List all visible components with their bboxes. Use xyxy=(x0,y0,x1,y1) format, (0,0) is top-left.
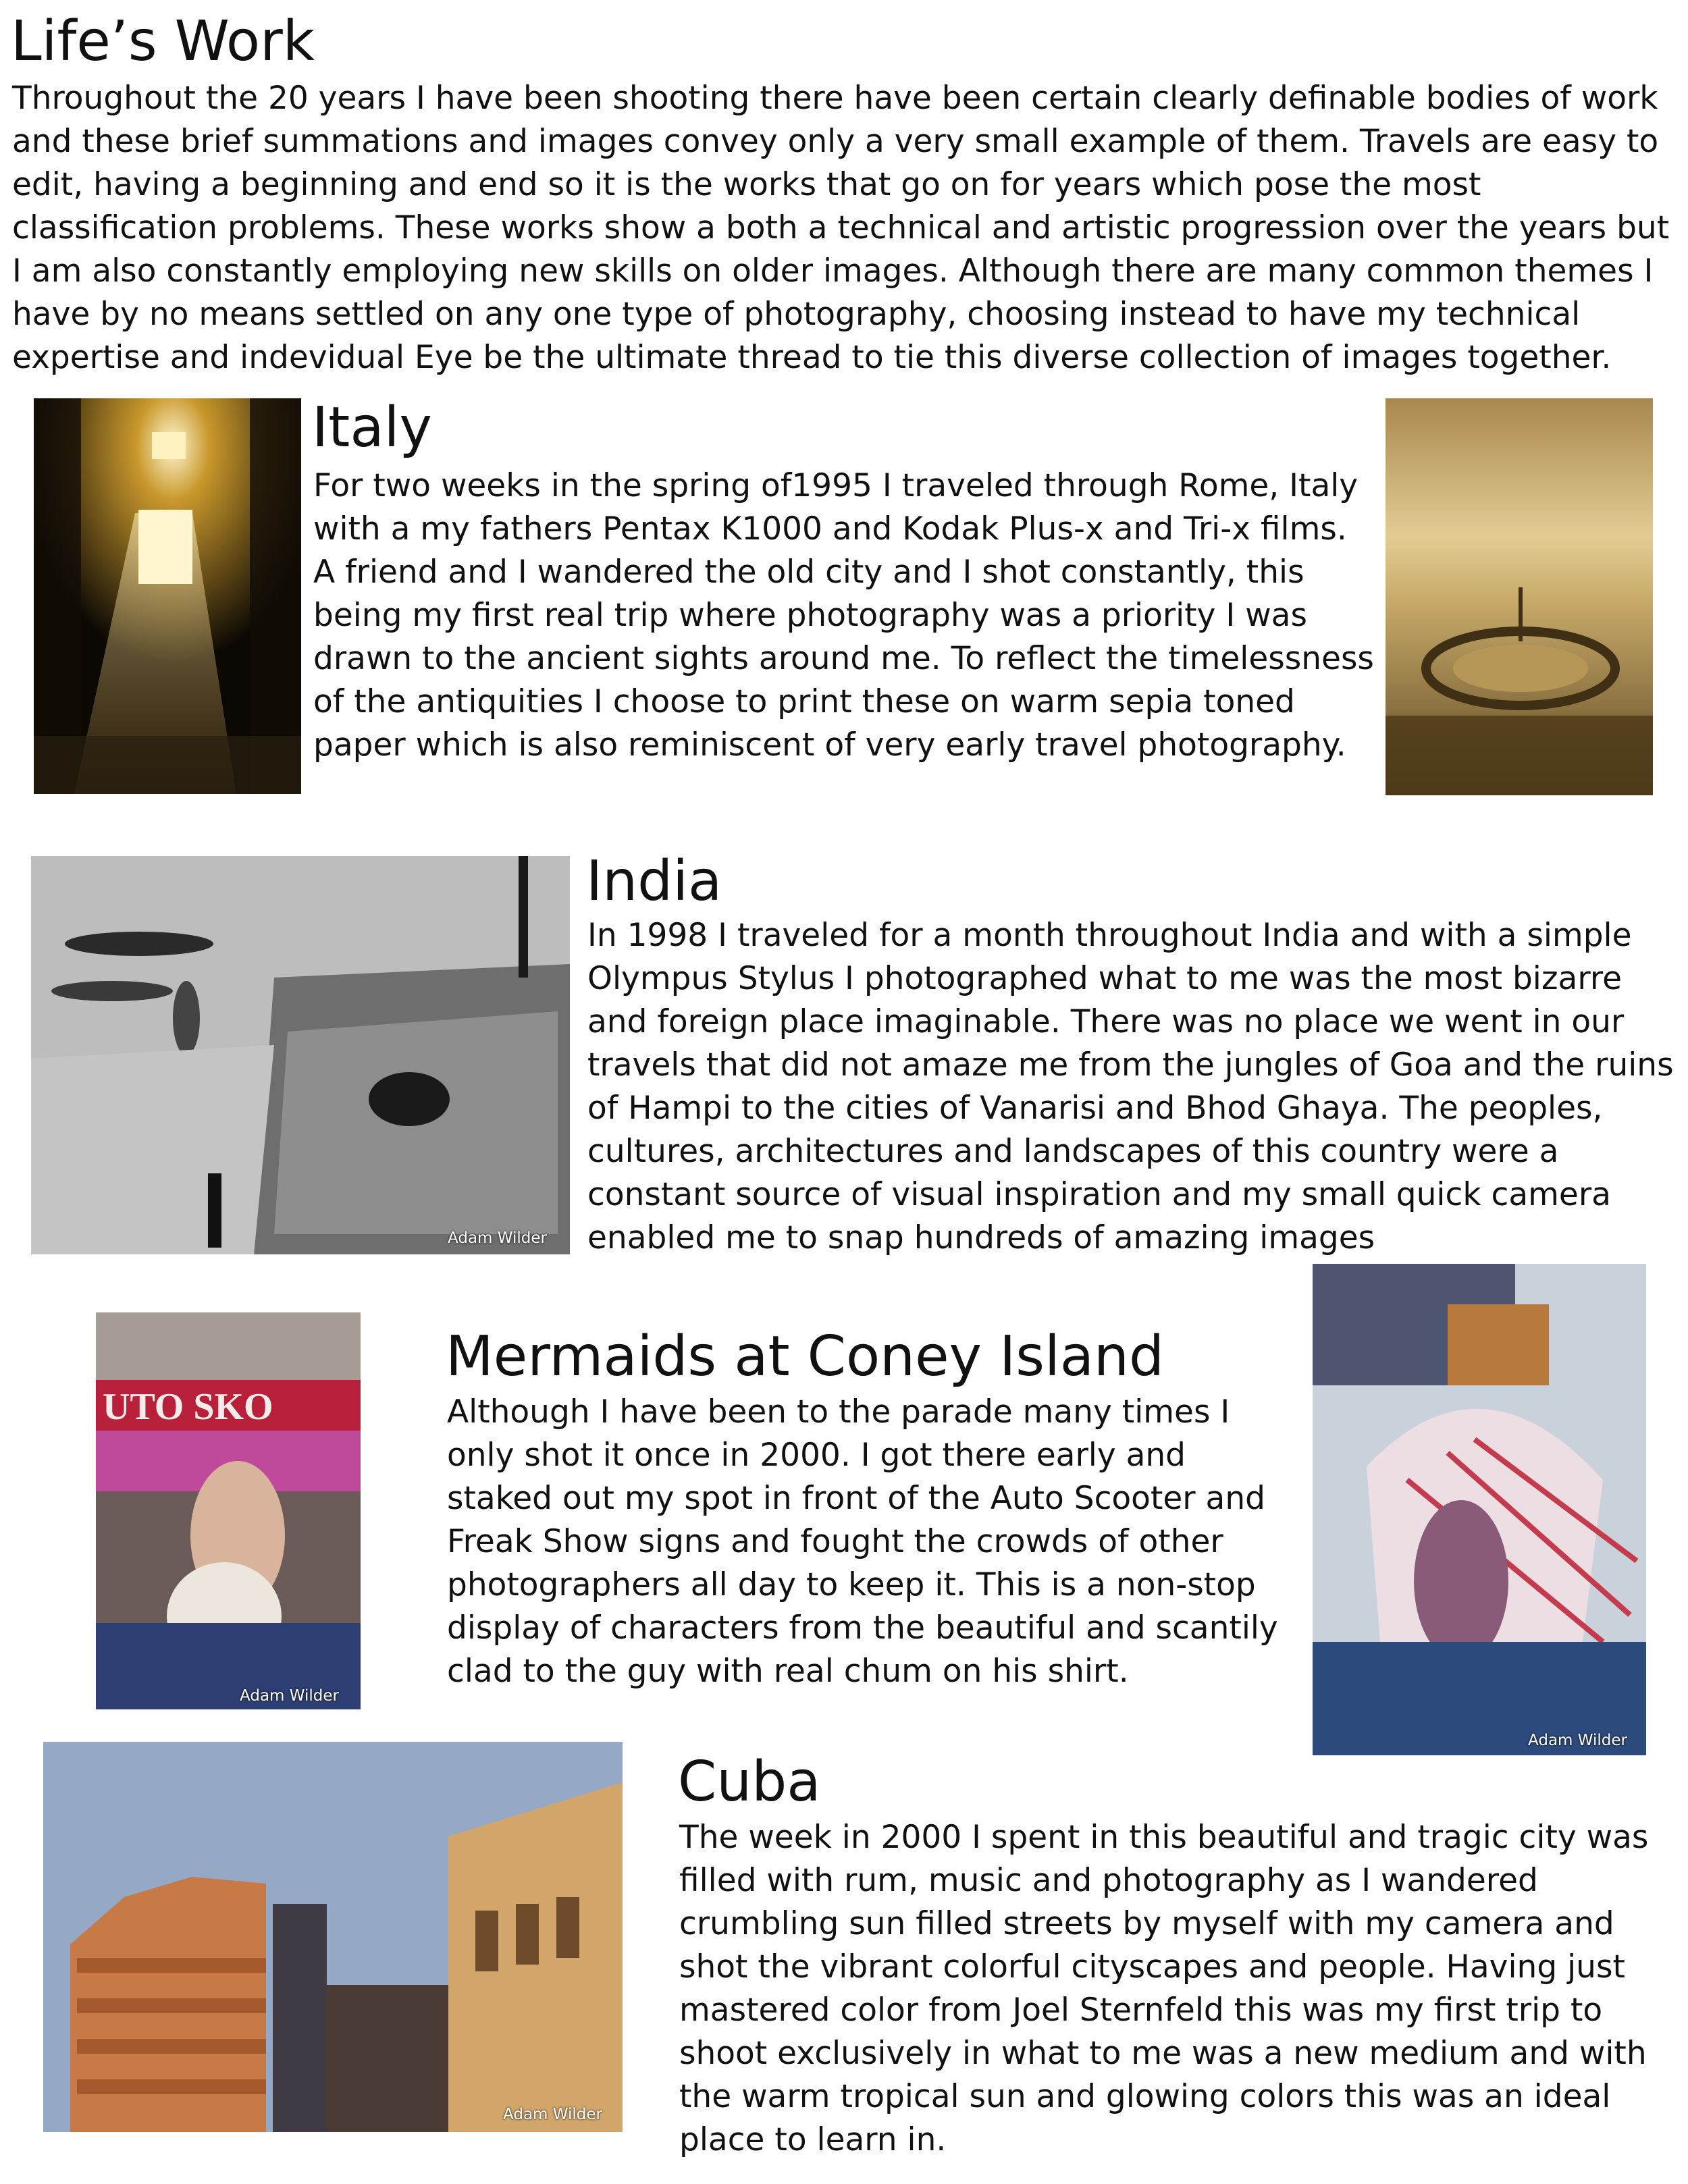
intro-paragraph: Throughout the 20 years I have been shooting there have been certain clearly definable bodies of work and these brief summations and images convey only a very small example of them. Travels are easy to edit, having a beginning and end so it is the works that go on for years which pose the most classification problems. These works show a both a technical and artistic progression over the years but I am also constantly employing new skills on older images. Although there are many common themes I have by no means settled on any one type of photography, choosing instead to have my technical expertise and indevidual Eye be the ultimate thread to tie this diverse collection of images together. xyxy=(12,80,1670,376)
india-photo-credit: Adam Wilder xyxy=(448,1229,547,1247)
mermaids-title: Mermaids at Coney Island xyxy=(446,1325,1165,1389)
cuba-text: The week in 2000 I spent in this beautiful and tragic city was filled with rum, music and photography as I wandered crumbling sun filled streets by myself with my camera and shot the vibrant colorful cityscapes and people. Having just mastered color from Joel Sternfeld this was my first trip to shoot exclusively in what to me was a new medium and with the warm tropical sun and glowing colors this was an ideal place to learn in. xyxy=(679,1819,1649,2158)
italy-title: Italy xyxy=(312,396,432,460)
page-title: Life’s Work xyxy=(11,9,315,74)
india-title: India xyxy=(586,849,722,913)
mermaids-text: Although I have been to the parade many times I only shot it once in 2000. I got there early and staked out my spot in front of the Auto Scooter and Freak Show signs and fought the crowds of other photographers all day to keep it. This is a non-stop display of characters from the beautiful and scantily clad to the guy with real chum on his shirt. xyxy=(447,1393,1278,1690)
mermaids-left-photo-credit: Adam Wilder xyxy=(240,1687,339,1705)
italy-photo-rome-aerial xyxy=(1386,398,1653,795)
cuba-photo-buildings xyxy=(43,1742,623,2132)
mermaids-sign-text: UTO SKO xyxy=(103,1386,273,1428)
cuba-title: Cuba xyxy=(678,1750,821,1814)
mermaids-photo-right xyxy=(1313,1264,1646,1755)
mermaids-right-photo-credit: Adam Wilder xyxy=(1528,1732,1627,1749)
italy-text: For two weeks in the spring of1995 I traveled through Rome, Italy with a my fathers Pentax K1000 and Kodak Plus-x and Tri-x films. A friend and I wandered the old city and I shot constantly, this being my first real trip where photography was a priority I was drawn to the ancient sights around me. To reflect the timelessness of the antiquities I choose to print these on warm sepia toned paper which is also reminiscent of very early travel photography. xyxy=(313,467,1374,764)
mermaids-photo-left xyxy=(96,1312,361,1709)
italy-photo-interior-light xyxy=(34,398,301,794)
india-photo-ghats xyxy=(31,856,570,1254)
cuba-photo-credit: Adam Wilder xyxy=(503,2106,602,2123)
india-text: In 1998 I traveled for a month throughout India and with a simple Olympus Stylus I photographed what to me was the most bizarre and foreign place imaginable. There was no place we went in our travels that did not amaze me from the jungles of Goa and the ruins of Hampi to the cities of Vanarisi and Bhod Ghaya. The peoples, cultures, architectures and landscapes of this country were a constant source of visual inspiration and my small quick camera enabled me to snap hundreds of amazing images xyxy=(587,917,1674,1256)
